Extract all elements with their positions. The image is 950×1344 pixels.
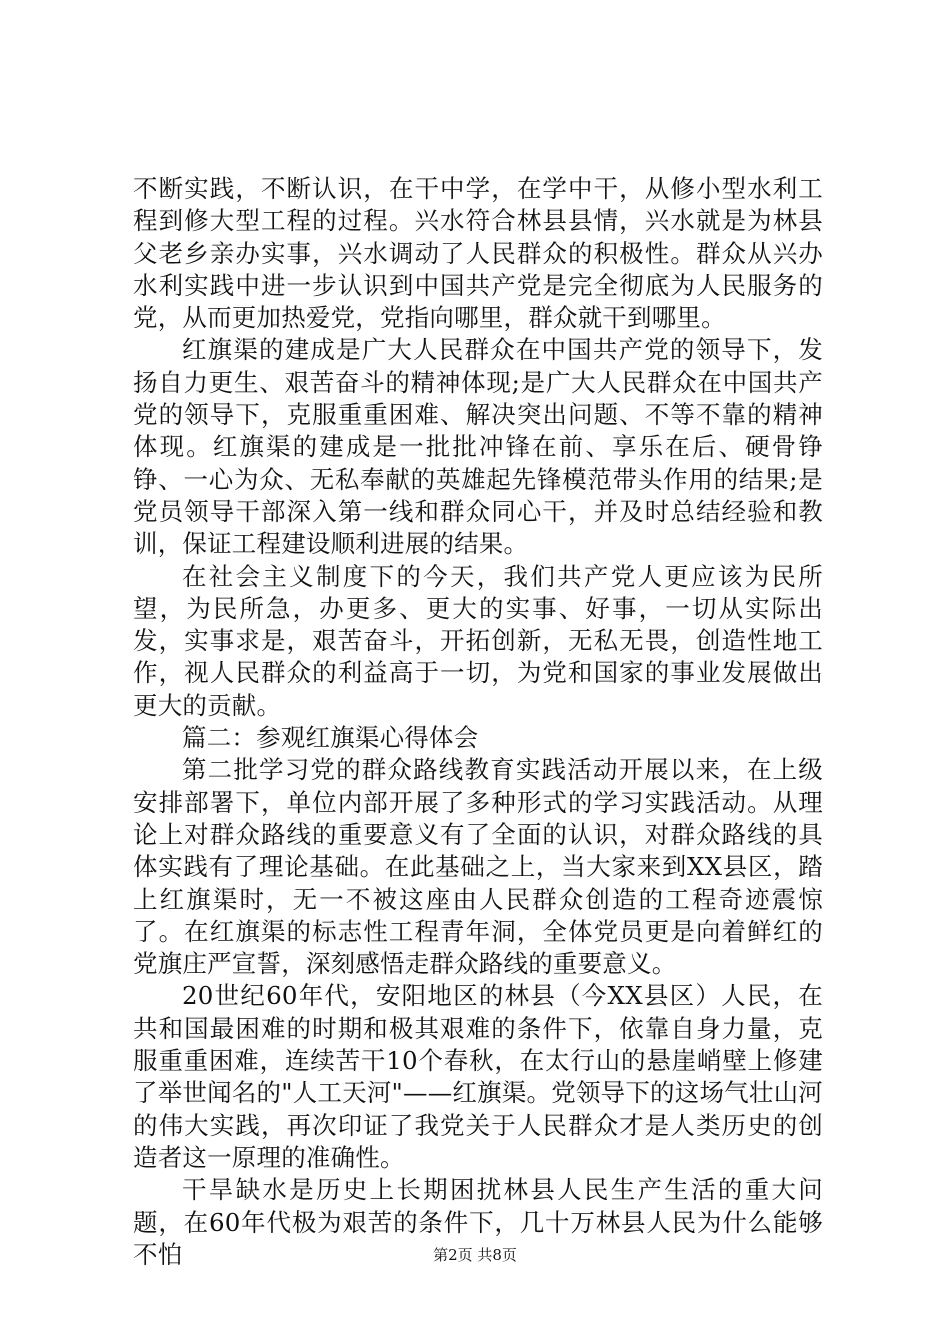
paragraph: 干旱缺水是历史上长期困扰林县人民生产生活的重大问题，在60年代极为艰苦的条件下，几十万林县人民为什么能够不怕 bbox=[133, 1175, 823, 1269]
paragraph: 20世纪60年代，安阳地区的林县（今XX县区）人民，在共和国最困难的时期和极其艰难的条件下，依靠自身力量，克服重重困难，连续苦干10个春秋，在太行山的悬崖峭壁上修建了举世闻名的"人工天河"——红旗渠。党领导下的这场气壮山河的伟大实践，再次印证了我党关于人民群众才是人类历史的创造者这一原理的准确性。 bbox=[133, 981, 823, 1172]
document-body bbox=[133, 173, 823, 1271]
paragraph: 红旗渠的建成是广大人民群众在中国共产党的领导下，发扬自力更生、艰苦奋斗的精神体现;是广大人民群众在中国共产党的领导下，克服重重困难、解决突出问题、不等不靠的精神体现。红旗渠的建成是一批批冲锋在前、享乐在后、硬骨铮铮、一心为众、无私奉献的英雄起先锋模范带头作用的结果;是党员领导干部深入第一线和群众同心干，并及时总结经验和教训，保证工程建设顺利进展的结果。 bbox=[133, 335, 823, 559]
paragraph-continuation: 不断实践，不断认识，在干中学，在学中干，从修小型水利工程到修大型工程的过程。兴水符合林县县情，兴水就是为林县父老乡亲办实事，兴水调动了人民群众的积极性。群众从兴办水利实践中进一步认识到中国共产党是完全彻底为人民服务的党，从而更加热爱党，党指向哪里，群众就干到哪里。 bbox=[133, 174, 823, 333]
paragraph: 在社会主义制度下的今天，我们共产党人更应该为民所望，为民所急，办更多、更大的实事、好事，一切从实际出发，实事求是，艰苦奋斗，开拓创新，无私无畏，创造性地工作，视人民群众的利益高于一切，为党和国家的事业发展做出更大的贡献。 bbox=[133, 561, 823, 720]
section-heading: 篇二：参观红旗渠心得体会 bbox=[182, 723, 479, 753]
page-footer: 第2页 共8页 bbox=[433, 1246, 517, 1264]
paragraph: 第二批学习党的群众路线教育实践活动开展以来，在上级安排部署下，单位内部开展了多种形式的学习实践活动。从理论上对群众路线的重要意义有了全面的认识，对群众路线的具体实践有了理论基础。在此基础之上，当大家来到XX县区，踏上红旗渠时，无一不被这座由人民群众创造的工程奇迹震惊了。在红旗渠的标志性工程青年洞，全体党员更是向着鲜红的党旗庄严宣誓，深刻感悟走群众路线的重要意义。 bbox=[133, 755, 823, 979]
